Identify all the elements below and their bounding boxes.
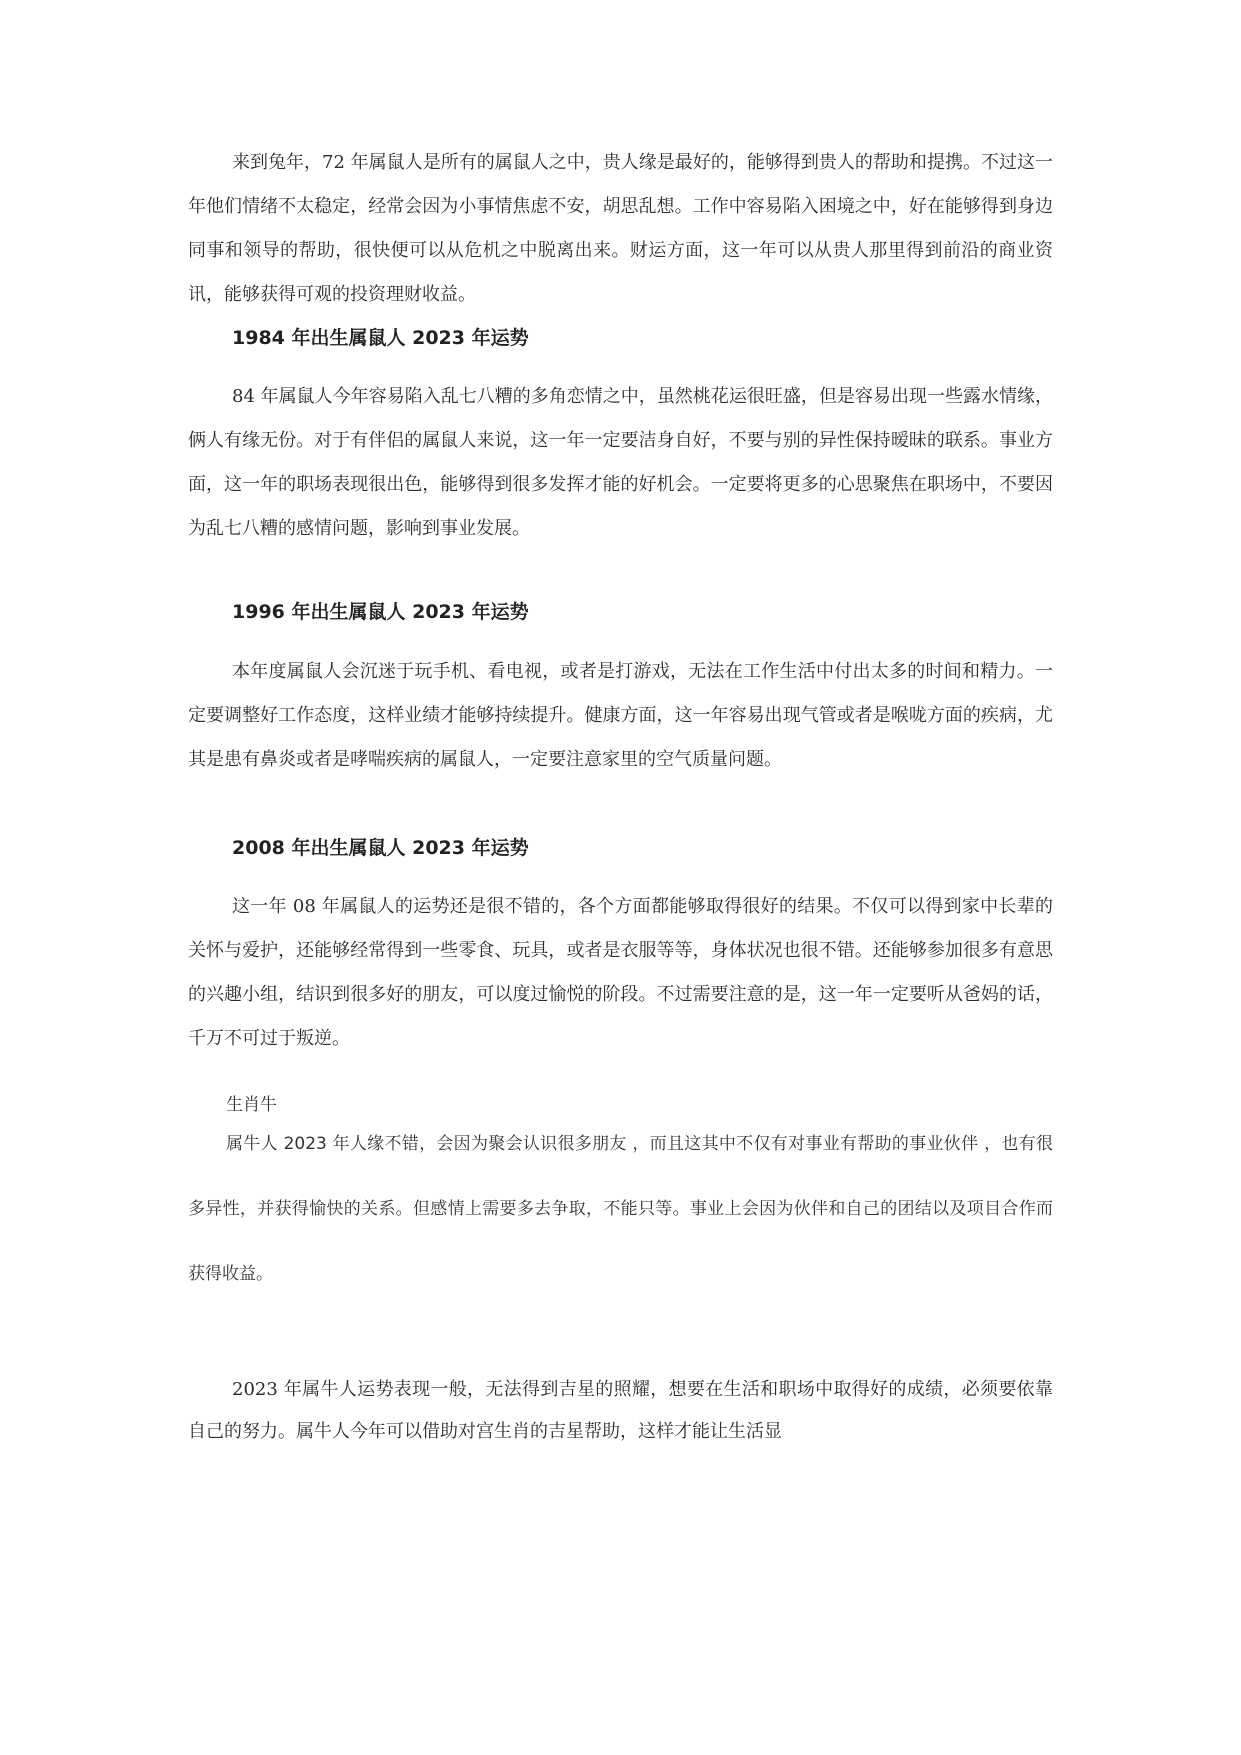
paragraph-1996 [188,650,1053,782]
heading-1996: 1996 年出生属鼠人 2023 年运势 [232,601,529,623]
heading-1984: 1984 年出生属鼠人 2023 年运势 [232,327,529,349]
paragraph-text: 来到兔年，72 年属鼠人是所有的属鼠人之中，贵人缘是最好的，能够得到贵人的帮助和提携。不过这一年他们情绪不太稳定，经常会因为小事情焦虑不安，胡思乱想。工作中容易陷入困境之中，好在能够得到身边同事和领导的帮助，很快便可以从危机之中脱离出来。财运方面，这一年可以从贵人那里得到前沿的商业资讯，能够获得可观的投资理财收益。 [188,152,1053,305]
paragraph-ox-2023 [188,1369,1053,1453]
paragraph-ox-intro [188,1112,1053,1307]
paragraph-1972 [188,141,1053,317]
heading-2008: 2008 年出生属鼠人 2023 年运势 [232,837,529,859]
paragraph-2008 [188,885,1053,1061]
section-label-ox: 生肖牛 [226,1095,277,1115]
paragraph-text: 84 年属鼠人今年容易陷入乱七八糟的多角恋情之中，虽然桃花运很旺盛，但是容易出现一些露水情缘，俩人有缘无份。对于有伴侣的属鼠人来说，这一年一定要洁身自好，不要与别的异性保持暧昧的联系。事业方面，这一年的职场表现很出色，能够得到很多发挥才能的好机会。一定要将更多的心思聚焦在职场中，不要因为乱七八糟的感情问题，影响到事业发展。 [188,386,1053,539]
paragraph-text: 本年度属鼠人会沉迷于玩手机、看电视，或者是打游戏，无法在工作生活中付出太多的时间和精力。一定要调整好工作态度，这样业绩才能够持续提升。健康方面，这一年容易出现气管或者是喉咙方面的疾病，尤其是患有鼻炎或者是哮喘疾病的属鼠人，一定要注意家里的空气质量问题。 [188,661,1053,770]
paragraph-text: 属牛人 2023 年人缘不错，会因为聚会认识很多朋友 ，而且这其中不仅有对事业有帮助的事业伙伴 ，也有很多异性，并获得愉快的关系。但感情上需要多去争取，不能只等。事业上会因为伙伴和自己的团结以及项目合作而获得收益。 [188,1134,1053,1284]
paragraph-text: 这一年 08 年属鼠人的运势还是很不错的，各个方面都能够取得很好的结果。不仅可以得到家中长辈的关怀与爱护，还能够经常得到一些零食、玩具，或者是衣服等等，身体状况也很不错。还能够参加很多有意思的兴趣小组，结识到很多好的朋友，可以度过愉悦的阶段。不过需要注意的是，这一年一定要听从爸妈的话，千万不可过于叛逆。 [188,896,1053,1049]
paragraph-1984 [188,375,1053,551]
paragraph-text: 2023 年属牛人运势表现一般，无法得到吉星的照耀，想要在生活和职场中取得好的成绩，必须要依靠自己的努力。属牛人今年可以借助对宫生肖的吉星帮助，这样才能让生活显 [188,1379,1053,1442]
